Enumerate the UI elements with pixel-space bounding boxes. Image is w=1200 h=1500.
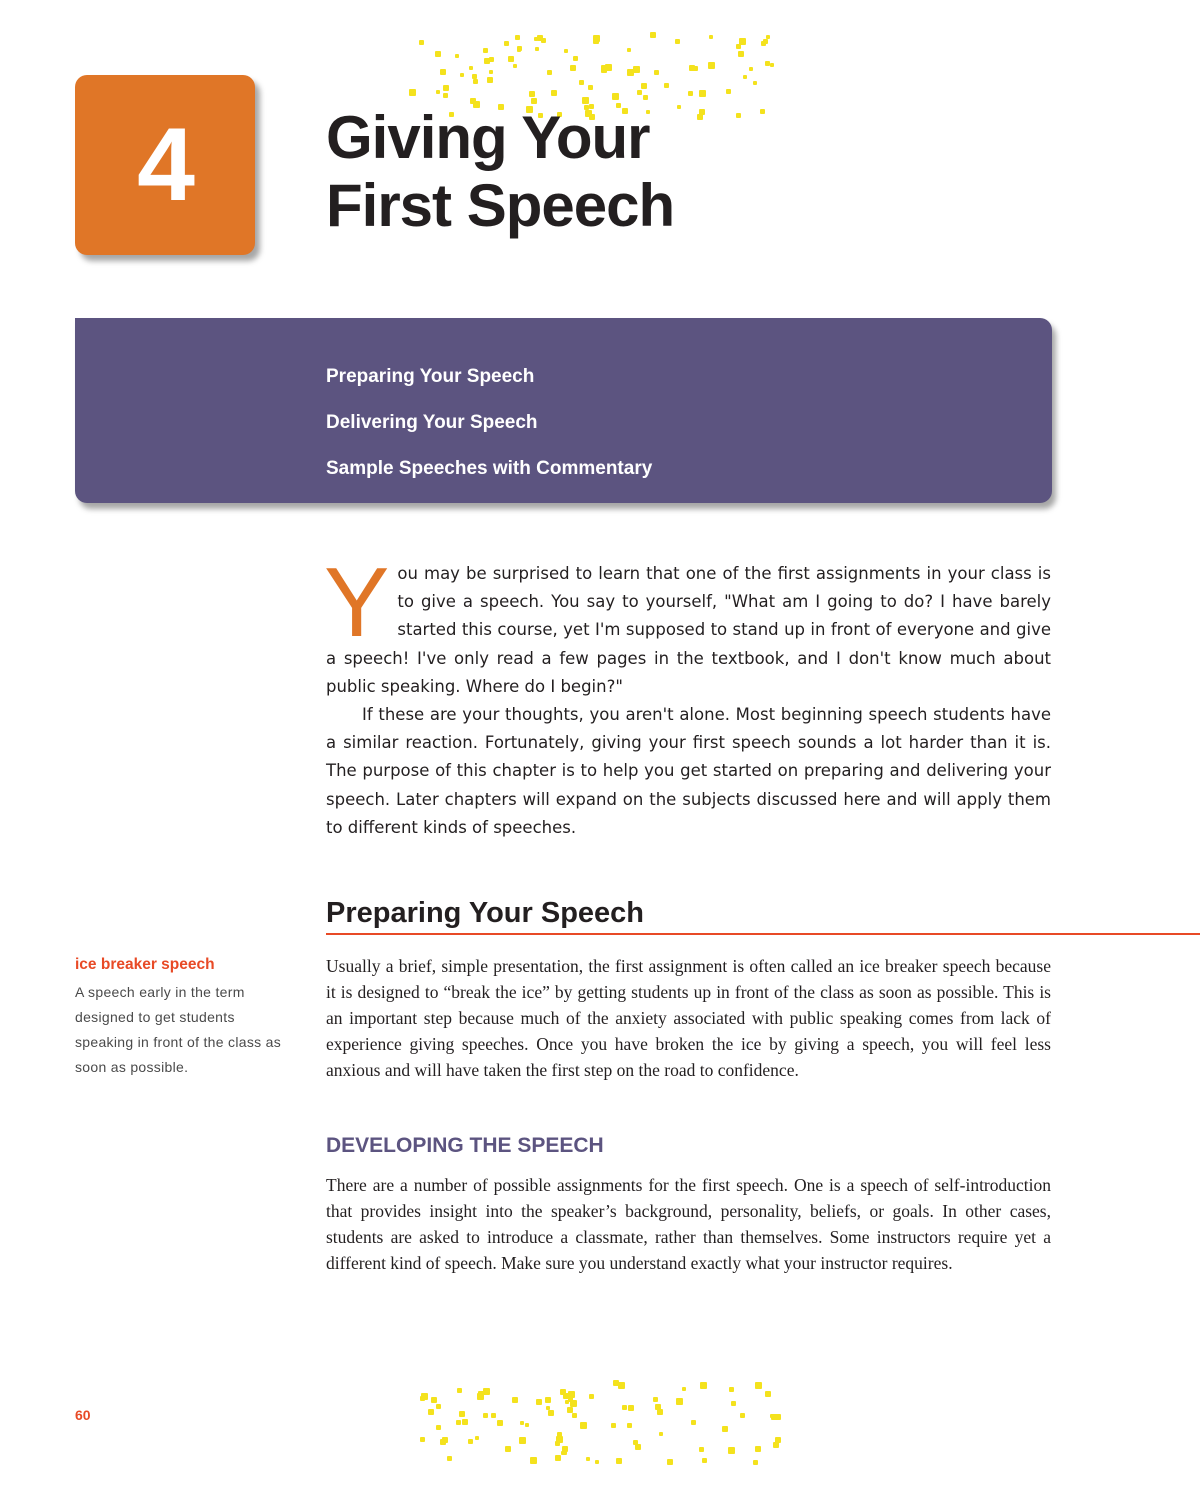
decorative-dot (573, 56, 578, 61)
chapter-contents-list (326, 354, 652, 492)
decorative-dot (691, 1420, 696, 1425)
decorative-dot (700, 1382, 707, 1389)
decorative-dot (650, 32, 656, 38)
decorative-dot (420, 1437, 425, 1442)
decorative-dot (512, 1397, 518, 1403)
decorative-dot (622, 1405, 627, 1410)
decorative-dot (699, 1447, 704, 1452)
decorative-dot (547, 70, 552, 75)
decorative-dot (618, 1382, 625, 1389)
decorative-dot (628, 1405, 634, 1411)
decorative-dot (771, 1414, 777, 1420)
decorative-dot (589, 1394, 594, 1399)
body-paragraph: There are a number of possible assignments for the first speech. One is a speech of self-introduction that provides insight into the speaker’s background, personality, beliefs, or goals. In other cases, students are asked to introduce a classmate, rather than themselves. Some instructors require yet a different kind of speech. Make sure you understand exactly what your instructor requires. (326, 1175, 1051, 1273)
decorative-dot (593, 38, 599, 44)
decorative-dot (567, 1407, 573, 1413)
decorative-dot (428, 1409, 434, 1415)
decorative-dot (483, 48, 488, 53)
decorative-dot (664, 83, 669, 88)
contents-item: Sample Speeches with Commentary (326, 458, 653, 479)
decorative-dot (455, 54, 459, 58)
decorative-dot (519, 1437, 526, 1444)
decorative-dot (755, 1446, 761, 1452)
decorative-dot (443, 93, 448, 98)
decorative-dot (517, 48, 521, 52)
decorative-dot (689, 65, 695, 71)
decorative-dot (483, 1413, 488, 1418)
intro-paragraph-1-text: ou may be surprised to learn that one of the first assignments in your class is to give a speech. You say to yourself, "What am I going to do? I have barely started this course, yet I'm supposed to stand up in front of everyone and give a speech! I've only read a few pages in the textbook, and I don't know much about public speaking. Where do I begin?" (326, 564, 1051, 696)
decorative-dot (643, 95, 648, 100)
decorative-dot (508, 56, 514, 62)
page-number: 60 (75, 1407, 91, 1423)
decorative-dot (765, 61, 770, 66)
decorative-dot (586, 1457, 590, 1461)
decorative-dot (765, 1391, 771, 1397)
decorative-dot (605, 64, 612, 71)
decorative-dot (475, 1436, 479, 1440)
decorative-dot (447, 1456, 452, 1461)
decorative-dot (755, 1382, 762, 1389)
decorative-dot (443, 85, 449, 91)
decorative-dot (497, 1420, 503, 1426)
decorative-dot (435, 51, 441, 57)
decorative-dot (653, 1397, 658, 1402)
decorative-dot (676, 1398, 683, 1405)
section-heading-rule (326, 933, 1200, 935)
intro-paragraph-2: If these are your thoughts, you aren't alone. Most beginning speech students have a similar reaction. Fortunately, giving your first speech sounds a lot harder than it is. The purpose of this chapter is to help you get started on preparing and delivering your speech. Later chapters will expand on the subjects discussed here and will apply them to different kinds of speeches. (326, 705, 1051, 837)
intro-paragraph-1 (324, 547, 1051, 701)
decorative-dot (612, 93, 619, 100)
chapter-title (326, 104, 674, 240)
decorative-dot (504, 41, 509, 46)
decorative-dot (473, 79, 478, 84)
decorative-dot (555, 1455, 561, 1461)
decorative-dot (736, 113, 741, 118)
decorative-dot (579, 80, 584, 85)
decorative-dot (616, 1458, 622, 1464)
glossary-definition: A speech early in the term designed to get students speaking in front of the class as soon as possible. (75, 984, 282, 1075)
decorative-dot (738, 51, 744, 57)
decorative-dot (568, 1397, 573, 1402)
decorative-dot (436, 90, 440, 94)
decorative-dot (627, 1423, 632, 1428)
decorative-dot (677, 105, 681, 109)
contents-item: Delivering Your Speech (326, 412, 538, 433)
decorative-dot (753, 1460, 758, 1465)
decorative-dot (740, 1413, 745, 1418)
subsection-heading: DEVELOPING THE SPEECH (326, 1134, 604, 1157)
decorative-dot (489, 57, 494, 62)
decorative-dot (440, 69, 446, 75)
decorative-dot (637, 90, 642, 95)
chapter-title-line-1: Giving Your (326, 104, 650, 171)
contents-item: Preparing Your Speech (326, 366, 535, 387)
decorative-dot (513, 64, 517, 68)
decorative-dot (483, 1388, 490, 1395)
decorative-dot (753, 81, 757, 85)
decorative-dot (728, 1447, 735, 1454)
decorative-dot (555, 1441, 560, 1446)
chapter-number-badge: 4 (75, 75, 255, 255)
decorative-dot (462, 1419, 468, 1425)
decorative-dot (409, 89, 416, 96)
decorative-dot (580, 1422, 587, 1429)
decorative-dot (749, 67, 753, 71)
decorative-dot (729, 1387, 734, 1392)
decorative-dot (546, 1406, 550, 1410)
chapter-title-line-2: First Speech (326, 172, 675, 239)
decorative-dot (709, 35, 713, 39)
decorative-dot (457, 1388, 462, 1393)
decorative-dot (551, 90, 557, 96)
glossary-term: ice breaker speech (75, 956, 215, 973)
decorative-dot (420, 1396, 425, 1401)
decorative-dot (436, 1425, 441, 1430)
chapter-introduction (324, 547, 1051, 842)
decorative-dot (505, 1446, 511, 1452)
decorative-dot (731, 1401, 736, 1406)
decorative-dot (633, 66, 640, 73)
decorative-dot (760, 109, 765, 114)
decorative-dot (770, 63, 774, 67)
decorative-dot (442, 1437, 448, 1443)
section-heading: Preparing Your Speech (326, 897, 645, 929)
decorative-dot (657, 1409, 663, 1415)
decorative-dot (675, 39, 680, 44)
decorative-dot (536, 1399, 542, 1405)
decorative-dot (525, 1423, 529, 1427)
decorative-dot (477, 1393, 484, 1400)
decorative-dot (529, 91, 535, 97)
decorative-dot (431, 1397, 437, 1403)
decorative-dot (535, 47, 539, 51)
decorative-dot (436, 1404, 441, 1409)
decorative-dot (545, 1397, 551, 1403)
decorative-dot (697, 114, 703, 120)
decorative-dot (561, 1451, 565, 1455)
drop-cap: Y (324, 547, 390, 657)
decorative-dot (688, 91, 693, 96)
decorative-dot (633, 1440, 638, 1445)
decorative-dot (708, 62, 715, 69)
body-paragraph: Usually a brief, simple presentation, the first assignment is often called an ice breaker speech because it is designed to “break the ice” by getting students up in front of the class as soon as possible. This is an important step because much of the anxiety associated with public speaking comes from lack of experience giving speeches. Once you have broken the ice by giving a speech, you will feel less anxious and will have taken the first step on the road to confidence. (326, 956, 1051, 1080)
decorative-dot (560, 1389, 566, 1395)
decorative-dot (743, 75, 747, 79)
decorative-dot (736, 44, 741, 49)
decorative-dot (582, 97, 589, 104)
decorative-dot (572, 1413, 577, 1418)
decorative-dot (722, 1426, 728, 1432)
chapter-contents-panel (75, 318, 1052, 503)
decorative-dot (537, 35, 543, 41)
decorative-dot (468, 1439, 473, 1444)
decorative-dot (520, 1421, 524, 1425)
decorative-dot (564, 49, 568, 53)
decorative-dot (548, 1410, 554, 1416)
decorative-dot (460, 73, 464, 77)
decorative-dot (611, 1423, 616, 1428)
decorative-dot (588, 85, 593, 90)
decorative-dot (456, 1420, 461, 1425)
decorative-dot (773, 1442, 779, 1448)
decorative-dot (459, 1411, 465, 1417)
decorative-dot (627, 48, 631, 52)
decorative-dot (726, 89, 731, 94)
decorative-dot (491, 1413, 496, 1418)
decorative-dot (469, 66, 473, 70)
decorative-dot (487, 77, 493, 83)
decorative-dot (570, 65, 576, 71)
decorative-dot (515, 35, 520, 40)
decorative-dot (659, 1432, 663, 1436)
decorative-dot (763, 39, 768, 44)
decorative-dot (595, 1460, 599, 1464)
decorative-dots-bottom (415, 1380, 785, 1465)
decorative-dot (699, 90, 706, 97)
decorative-dot (641, 83, 647, 89)
decorative-dot (702, 1458, 707, 1463)
decorative-dot (682, 1387, 686, 1391)
decorative-dot (654, 70, 659, 75)
decorative-dot (419, 40, 424, 45)
decorative-dot (667, 1459, 673, 1465)
decorative-dot (489, 70, 493, 74)
decorative-dot (530, 1457, 537, 1464)
